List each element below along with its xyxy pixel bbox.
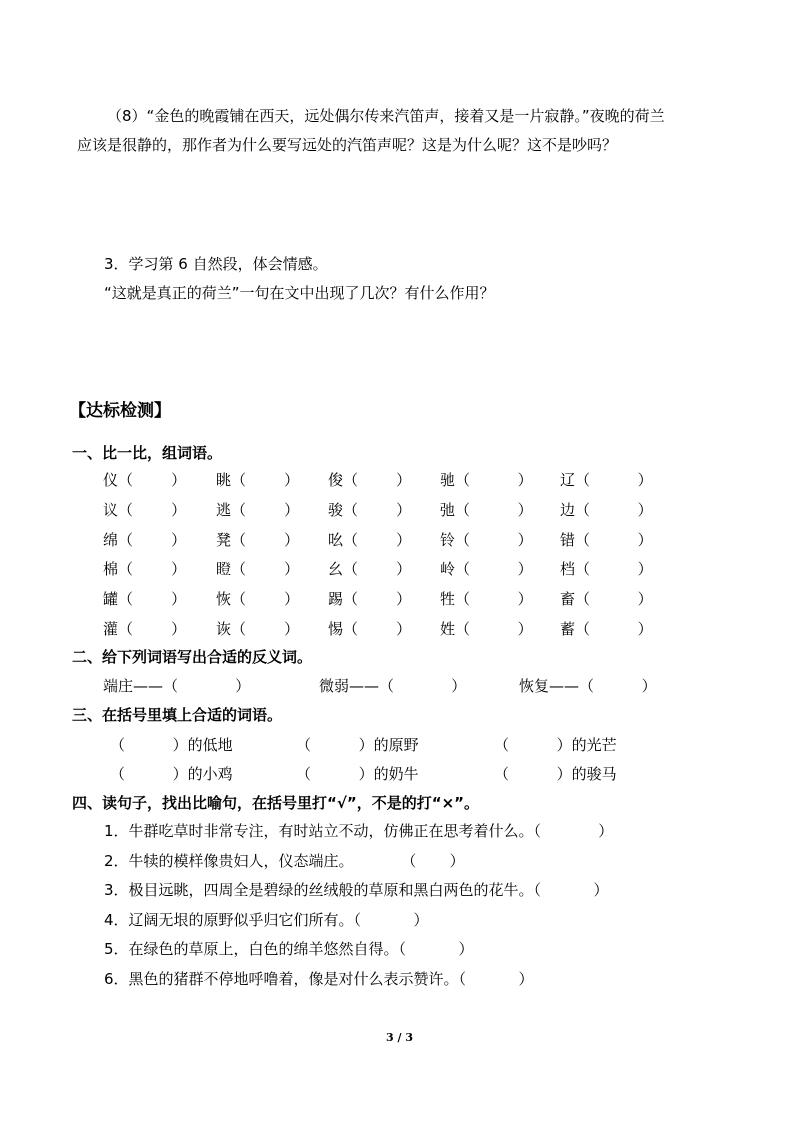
antonym-item: 恢复——（ ） [519,677,657,695]
sentence-item: 3．极目远眺，四周全是碧绿的丝绒般的草原和黑白两色的花牛。（ ） [104,881,609,899]
sentence-item: 4．辽阔无垠的原野似乎归它们所有。（ ） [104,910,429,929]
q8-line-2: 应该是很静的，那作者为什么要写远处的汽笛声呢？这是为什么呢？这不是吵吗？ [77,136,618,154]
fill-word-cell: （ ）的原野 [296,736,419,754]
sentence-item: 5．在绿色的草原上，白色的绵羊悠然自得。（ ） [104,940,474,958]
part3-title: 三、在括号里填上合适的词语。 [72,706,283,724]
q8-line-1: （8）“金色的晚霞铺在西天，远处偶尔传来汽笛声，接着又是一片寂静。”夜晚的荷兰 [107,107,665,125]
word-group-cell: 姓（ ） [440,620,533,638]
word-group-cell: 凳（ ） [216,530,300,549]
item3-title: 3．学习第 6 自然段，体会情感。 [104,255,328,273]
word-group-cell: 牲（ ） [440,590,533,609]
fill-word-cell: （ ）的奶牛 [296,765,419,783]
antonym-item: 端庄——（ ） [103,677,251,695]
fill-word-cell: （ ）的光芒 [494,736,617,754]
sentence-item: 6．黑色的猪群不停地呼噜着，像是对什么表示赞许。（ ） [104,969,534,988]
word-group-cell: 仪（ ） [103,471,187,489]
word-group-cell: 蓄（ ） [560,620,653,638]
word-group-cell: 瞪（ ） [216,560,300,579]
word-group-cell: 俊（ ） [328,471,412,489]
word-group-cell: 议（ ） [103,500,187,519]
word-group-cell: 边（ ） [560,500,653,519]
word-group-cell: 罐（ ） [103,590,187,609]
word-group-cell: 惕（ ） [328,620,412,638]
word-group-cell: 绵（ ） [103,530,187,549]
word-group-cell: 吆（ ） [328,530,412,549]
part1-title: 一、比一比，组词语。 [72,444,223,462]
word-group-cell: 铃（ ） [440,530,533,549]
word-group-cell: 眺（ ） [216,471,300,489]
word-group-cell: 棉（ ） [103,560,187,579]
part2-title: 二、给下列词语写出合适的反义词。 [72,648,313,666]
word-group-cell: 辽（ ） [560,471,653,489]
word-group-cell: 驰（ ） [440,471,533,489]
item3-question: “这就是真正的荷兰”一句在文中出现了几次？有什么作用？ [104,284,495,302]
page-number: 3 / 3 [386,1031,413,1044]
section-title: 【达标检测】 [69,401,171,421]
fill-word-cell: （ ）的骏马 [494,765,617,783]
word-group-cell: 骏（ ） [328,500,412,519]
word-group-cell: 踢（ ） [328,590,412,609]
word-group-cell: 档（ ） [560,560,653,579]
word-group-cell: 幺（ ） [328,560,412,579]
word-group-cell: 恢（ ） [216,590,300,609]
word-group-cell: 灌（ ） [103,620,187,638]
sentence-item: 1．牛群吃草时非常专注，有时站立不动，仿佛正在思考着什么。（ ） [104,822,614,840]
fill-word-cell: （ ）的低地 [110,736,233,754]
word-group-cell: 岭（ ） [440,560,533,579]
word-group-cell: 畜（ ） [560,590,653,609]
part4-title: 四、读句子，找出比喻句，在括号里打“√”，不是的打“×”。 [72,794,480,812]
word-group-cell: 诙（ ） [216,620,300,638]
word-group-cell: 弛（ ） [440,500,533,519]
sentence-item: 2．牛犊的模样像贵妇人，仪态端庄。 （ ） [104,851,465,870]
word-group-cell: 逃（ ） [216,500,300,519]
word-group-cell: 错（ ） [560,530,653,549]
antonym-item: 微弱——（ ） [319,677,467,695]
fill-word-cell: （ ）的小鸡 [110,765,233,783]
